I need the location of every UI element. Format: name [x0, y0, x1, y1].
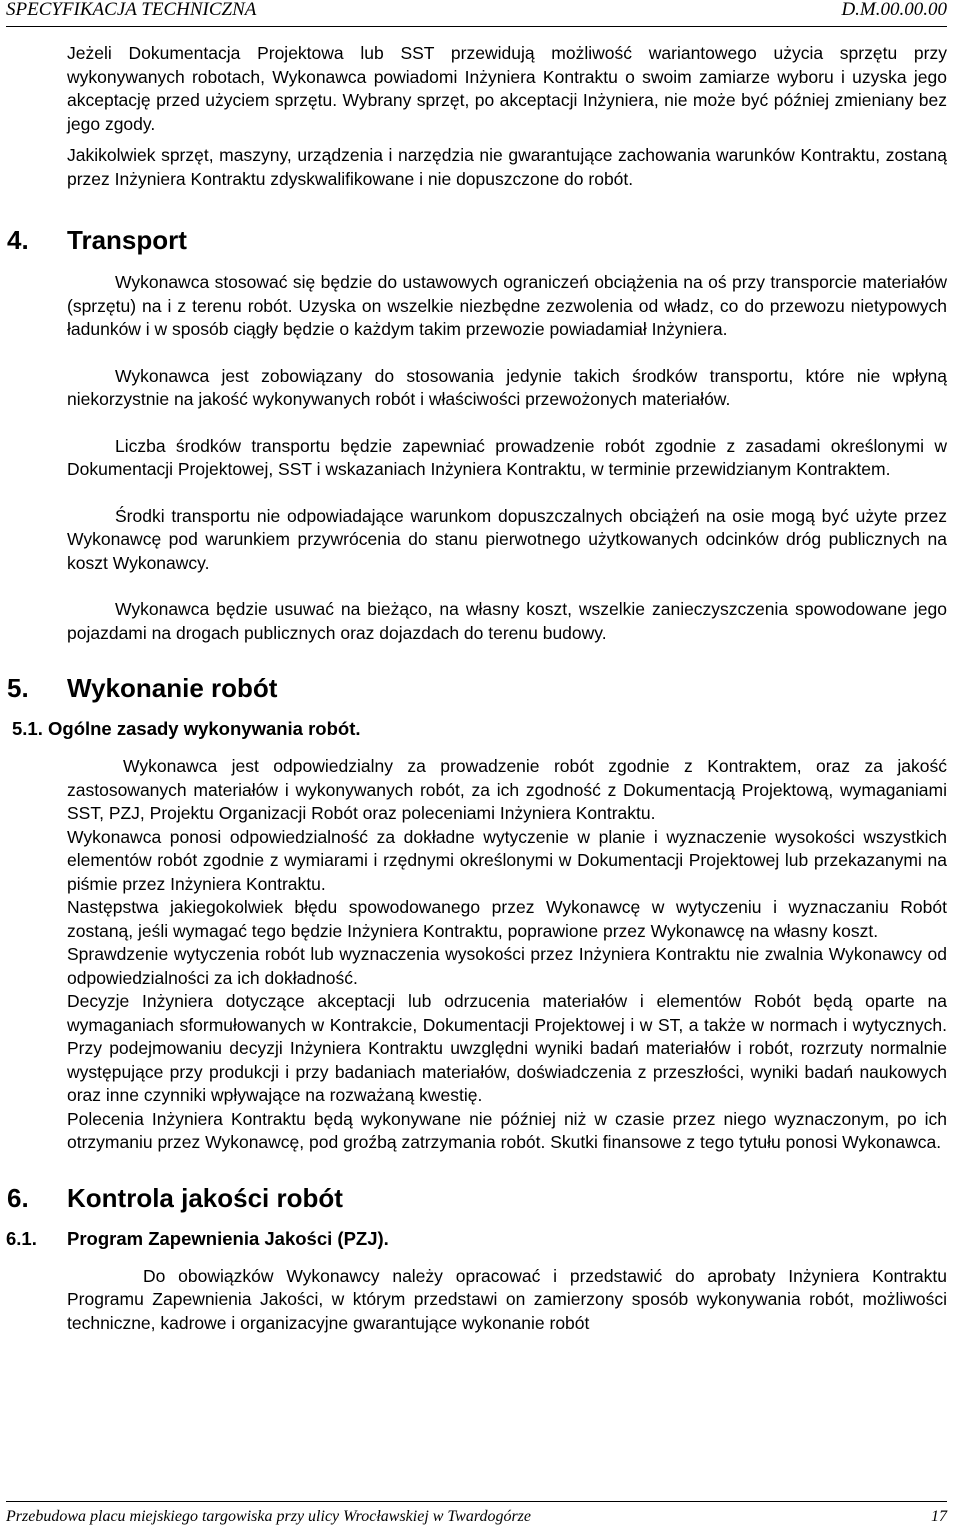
- execution-paragraph-2: Wykonawca ponosi odpowiedzialność za dokładne wytyczenie w planie i wyznaczenie wysokości wszystkich elementów robót zgodnie z wymiarami i rzędnymi określonymi w Dokumentacji Projektowej lub przekazanymi na piśmie przez Inżyniera Kontraktu.: [67, 826, 947, 894]
- subsection-5-1-title: Ogólne zasady wykonywania robót.: [48, 718, 361, 739]
- page-number: 17: [931, 1508, 947, 1525]
- execution-paragraph-1: Wykonawca jest odpowiedzialny za prowadzenie robót zgodnie z Kontraktem, oraz za jakość zastosowanych materiałów i wykonywanych robót, za ich zgodność z Dokumentacją Projektową, wymaganiami SST, PZJ, Projektu Organizacji Robót oraz poleceniami Inżyniera Kontraktu.: [67, 756, 947, 823]
- section-4-title: Transport: [67, 225, 187, 255]
- intro-paragraph-2: Jakikolwiek sprzęt, maszyny, urządzenia i narzędzia nie gwarantujące zachowania warunków Kontraktu, zostaną przez Inżyniera Kontraktu zdyskwalifikowane i nie dopuszczone do robót.: [67, 145, 947, 189]
- subsection-6-1-title: Program Zapewnienia Jakości (PZJ).: [67, 1227, 389, 1249]
- subsection-6-1-heading: [6, 1227, 947, 1251]
- section-6-heading: [7, 1182, 947, 1213]
- project-name: Przebudowa placu miejskiego targowiska przy ulicy Wrocławskiej w Twardogórze: [6, 1508, 531, 1525]
- document-code: D.M.00.00.00: [841, 0, 947, 20]
- document-body: [6, 42, 947, 1335]
- transport-paragraph-5: Wykonawca będzie usuwać na bieżąco, na własny koszt, wszelkie zanieczyszczenia spowodowane jego pojazdami na drogach publicznych oraz dojazdach do terenu budowy.: [67, 599, 947, 643]
- intro-paragraph-1: Jeżeli Dokumentacja Projektowa lub SST przewidują możliwość wariantowego użycia sprzętu przy wykonywanych robotach, Wykonawca powiadomi Inżyniera Kontraktu o swoim zamiarze wyboru i uzyska jego akceptację przed użyciem sprzętu. Wybrany sprzęt, po akceptacji Inżyniera, nie może być później zmieniany bez jego zgody.: [67, 43, 947, 134]
- execution-paragraph-3: Następstwa jakiegokolwiek błędu spowodowanego przez Wykonawcę w wytyczeniu i wyznaczaniu Robót zostaną, jeśli wymagać tego będzie Inżyniera Kontraktu, poprawione przez Wykonawcę na własny koszt.: [67, 897, 947, 941]
- transport-paragraph-1: Wykonawca stosować się będzie do ustawowych ograniczeń obciążenia na oś przy transporcie materiałów (sprzętu) na i z terenu robót. Uzyska on wszelkie niezbędne zezwolenia od władz, co do przewozu nietypowych ładunków i w sposób ciągły będzie o każdym takim przewozie powiadamiał Inżyniera.: [67, 272, 947, 339]
- transport-paragraph-2: Wykonawca jest zobowiązany do stosowania jedynie takich środków transportu, które nie wpłyną niekorzystnie na jakość wykonywanych robót i właściwości przewożonych materiałów.: [67, 365, 947, 409]
- execution-paragraph-6: Polecenia Inżyniera Kontraktu będą wykonywane nie później niż w czasie przez niego wyznaczonym, po ich otrzymaniu przez Wykonawcę, pod groźbą zatrzymania robót. Skutki finansowe z tego tytułu ponosi Wykonawca.: [67, 1108, 947, 1152]
- section-4-number: 4.: [7, 225, 29, 255]
- execution-paragraph-4: Sprawdzenie wytyczenia robót lub wyznaczenia wysokości przez Inżyniera Kontraktu nie zwalnia Wykonawcy od odpowiedzialności za ich dokładność.: [67, 944, 947, 988]
- section-4-heading: [7, 225, 947, 255]
- section-6-number: 6.: [7, 1182, 29, 1213]
- section-5-title: Wykonanie robót: [67, 673, 278, 703]
- subsection-5-1-number: 5.1.: [12, 718, 43, 739]
- quality-program-paragraph: Do obowiązków Wykonawcy należy opracować i przedstawić do aprobaty Inżyniera Kontraktu Programu Zapewnienia Jakości, w którym przedstawi on zamierzony sposób wykonywania robót, możliwości techniczne, kadrowe i organizacyjne gwarantujące wykonanie robót: [67, 1265, 947, 1333]
- section-6-title: Kontrola jakości robót: [67, 1182, 343, 1213]
- transport-paragraph-3: Liczba środków transportu będzie zapewniać prowadzenie robót zgodnie z zasadami określonymi w Dokumentacji Projektowej, SST i wskazaniach Inżyniera Kontraktu, w terminie przewidzianym Kontraktem.: [67, 435, 947, 479]
- transport-paragraph-4: Środki transportu nie odpowiadające warunkom dopuszczalnych obciążeń na osie mogą być użyte przez Wykonawcę pod warunkiem przywrócenia do stanu pierwotnego użytkowanych odcinków dróg publicznych na koszt Wykonawcy.: [67, 505, 947, 573]
- page-header: [6, 0, 947, 27]
- page-footer: [6, 1501, 947, 1525]
- subsection-5-1-heading: [12, 717, 947, 741]
- execution-paragraph-5: Decyzje Inżyniera dotyczące akceptacji lub odrzucenia materiałów i elementów Robót będą oparte na wymaganiach sformułowanych w Kontrakcie, Dokumentacji Projektowej i w ST, a także w normach i wytycznych. Przy podejmowaniu decyzji Inżyniera Kontraktu uwzględni wyniki badań materiałów i robót, rozrzuty normalnie występujące przy produkcji i przy badaniach materiałów, doświadczenia z przeszłości, wyniki badań naukowych oraz inne czynniki wpływające na rozważaną kwestię.: [67, 991, 947, 1105]
- section-5-number: 5.: [7, 673, 29, 703]
- spec-title: SPECYFIKACJA TECHNICZNA: [6, 0, 257, 20]
- subsection-6-1-number: 6.1.: [6, 1227, 37, 1249]
- section-5-heading: [7, 673, 947, 703]
